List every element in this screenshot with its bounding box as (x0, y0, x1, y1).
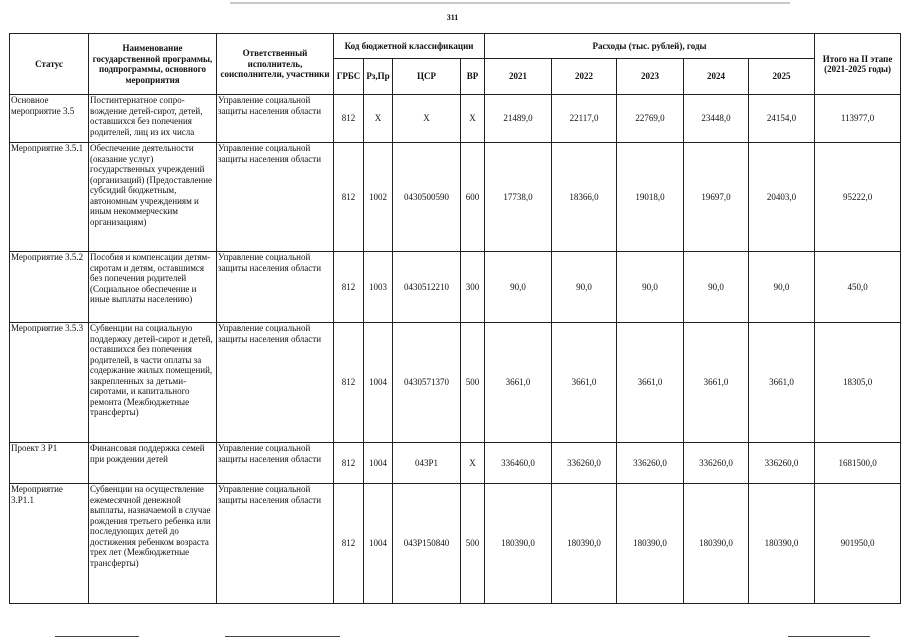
header-year-2022: 2022 (552, 59, 617, 95)
cell-2023: 336260,0 (617, 443, 684, 484)
cell-name: Финансовая поддержка семей при рождении детей (89, 443, 217, 484)
cell-2025: 24154,0 (749, 95, 815, 143)
header-status: Статус (10, 34, 89, 95)
cell-2024: 180390,0 (684, 484, 749, 604)
cell-total: 450,0 (815, 252, 901, 323)
cell-vr: 500 (461, 323, 485, 443)
header-year-2025: 2025 (749, 59, 815, 95)
header-grbs: ГРБС (334, 59, 364, 95)
cell-grbs: 812 (334, 95, 364, 143)
cell-2022: 180390,0 (552, 484, 617, 604)
cell-csr: 043P1 (393, 443, 461, 484)
cell-2021: 17738,0 (485, 143, 552, 252)
cell-rzpr: X (364, 95, 393, 143)
cell-2025: 3661,0 (749, 323, 815, 443)
table-row (10, 252, 901, 323)
cell-grbs: 812 (334, 252, 364, 323)
budget-table (9, 33, 901, 604)
cell-rzpr: 1004 (364, 323, 393, 443)
cell-2025: 336260,0 (749, 443, 815, 484)
cell-2021: 3661,0 (485, 323, 552, 443)
cell-csr: X (393, 95, 461, 143)
cell-name: Постинтернатное сопро-вождение детей-сирот, детей, оставшихся без попечения родителей, лиц из их числа (89, 95, 217, 143)
header-csr: ЦСР (393, 59, 461, 95)
cell-executor: Управление социальной защиты населения области (217, 252, 334, 323)
cell-rzpr: 1004 (364, 484, 393, 604)
cell-2021: 90,0 (485, 252, 552, 323)
cell-2022: 22117,0 (552, 95, 617, 143)
table-row (10, 143, 901, 252)
cell-vr: X (461, 95, 485, 143)
header-executor: Ответственный исполнитель, соисполнители, участники (217, 34, 334, 95)
table-row (10, 95, 901, 143)
cell-executor: Управление социальной защиты населения области (217, 323, 334, 443)
header-year-2024: 2024 (684, 59, 749, 95)
cell-2021: 336460,0 (485, 443, 552, 484)
bottom-divider (55, 636, 139, 637)
cell-2024: 19697,0 (684, 143, 749, 252)
cell-2023: 180390,0 (617, 484, 684, 604)
cell-2024: 90,0 (684, 252, 749, 323)
cell-csr: 0430512210 (393, 252, 461, 323)
cell-2023: 22769,0 (617, 95, 684, 143)
header-expenses: Расходы (тыс. рублей), годы (485, 34, 815, 59)
cell-status: Основное мероприятие 3.5 (10, 95, 89, 143)
header-name: Наименование государственной программы, подпрограммы, основного мероприятия (89, 34, 217, 95)
cell-rzpr: 1003 (364, 252, 393, 323)
cell-name: Обеспечение деятельности (оказание услуг) государственных учреждений (организаций) (Предоставление субсидий бюджетным, автономным учреждениям и иным некоммерческим организациям) (89, 143, 217, 252)
page-number: 311 (446, 13, 459, 22)
header-total: Итого на II этапе (2021-2025 годы) (815, 34, 901, 95)
cell-total: 113977,0 (815, 95, 901, 143)
header-year-2021: 2021 (485, 59, 552, 95)
cell-executor: Управление социальной защиты населения области (217, 484, 334, 604)
cell-csr: 0430500590 (393, 143, 461, 252)
top-border-line (230, 2, 790, 4)
cell-total: 95222,0 (815, 143, 901, 252)
cell-grbs: 812 (334, 484, 364, 604)
header-kbk: Код бюджетной классификации (334, 34, 485, 59)
cell-grbs: 812 (334, 143, 364, 252)
cell-2021: 180390,0 (485, 484, 552, 604)
cell-2022: 18366,0 (552, 143, 617, 252)
cell-2024: 3661,0 (684, 323, 749, 443)
bottom-divider (788, 636, 870, 637)
table-row (10, 443, 901, 484)
cell-csr: 0430571370 (393, 323, 461, 443)
cell-2023: 19018,0 (617, 143, 684, 252)
cell-vr: 500 (461, 484, 485, 604)
cell-vr: 300 (461, 252, 485, 323)
cell-status: Мероприятие 3.5.3 (10, 323, 89, 443)
cell-executor: Управление социальной защиты населения области (217, 143, 334, 252)
table-header (10, 34, 901, 95)
header-vr: ВР (461, 59, 485, 95)
cell-executor: Управление социальной защиты населения области (217, 95, 334, 143)
cell-grbs: 812 (334, 323, 364, 443)
cell-status: Проект 3 P1 (10, 443, 89, 484)
table-body (10, 95, 901, 604)
cell-2024: 23448,0 (684, 95, 749, 143)
cell-2025: 90,0 (749, 252, 815, 323)
cell-2022: 3661,0 (552, 323, 617, 443)
cell-total: 1681500,0 (815, 443, 901, 484)
cell-total: 901950,0 (815, 484, 901, 604)
cell-2023: 90,0 (617, 252, 684, 323)
cell-status: Мероприятие 3.5.1 (10, 143, 89, 252)
table-row (10, 484, 901, 604)
cell-2023: 3661,0 (617, 323, 684, 443)
cell-rzpr: 1004 (364, 443, 393, 484)
cell-2022: 90,0 (552, 252, 617, 323)
header-year-2023: 2023 (617, 59, 684, 95)
cell-name: Пособия и компенсации детям-сиротам и детям, оставшимся без попечения родителей (Социальное обеспечение и иные выплаты населению) (89, 252, 217, 323)
cell-executor: Управление социальной защиты населения области (217, 443, 334, 484)
cell-status: Мероприятие 3.5.2 (10, 252, 89, 323)
header-rzpr: Рз,Пр (364, 59, 393, 95)
bottom-divider (225, 636, 340, 637)
cell-vr: 600 (461, 143, 485, 252)
cell-csr: 043P150840 (393, 484, 461, 604)
cell-2022: 336260,0 (552, 443, 617, 484)
cell-2024: 336260,0 (684, 443, 749, 484)
cell-grbs: 812 (334, 443, 364, 484)
cell-total: 18305,0 (815, 323, 901, 443)
cell-name: Субвенции на осуществление ежемесячной денежной выплаты, назначаемой в случае рождения третьего ребенка или последующих детей до достижения ребенком возраста трех лет (Межбюджетные трансферты) (89, 484, 217, 604)
cell-2025: 180390,0 (749, 484, 815, 604)
cell-rzpr: 1002 (364, 143, 393, 252)
cell-vr: X (461, 443, 485, 484)
cell-name: Субвенции на социальную поддержку детей-сирот и детей, оставшихся без попечения родителей, в части оплаты за содержание жилых помещений, закрепленных за детьми-сиротами, и капитального ремонта (Межбюджетные трансферты) (89, 323, 217, 443)
cell-status: Мероприятие 3.P1.1 (10, 484, 89, 604)
cell-2021: 21489,0 (485, 95, 552, 143)
cell-2025: 20403,0 (749, 143, 815, 252)
table-row (10, 323, 901, 443)
